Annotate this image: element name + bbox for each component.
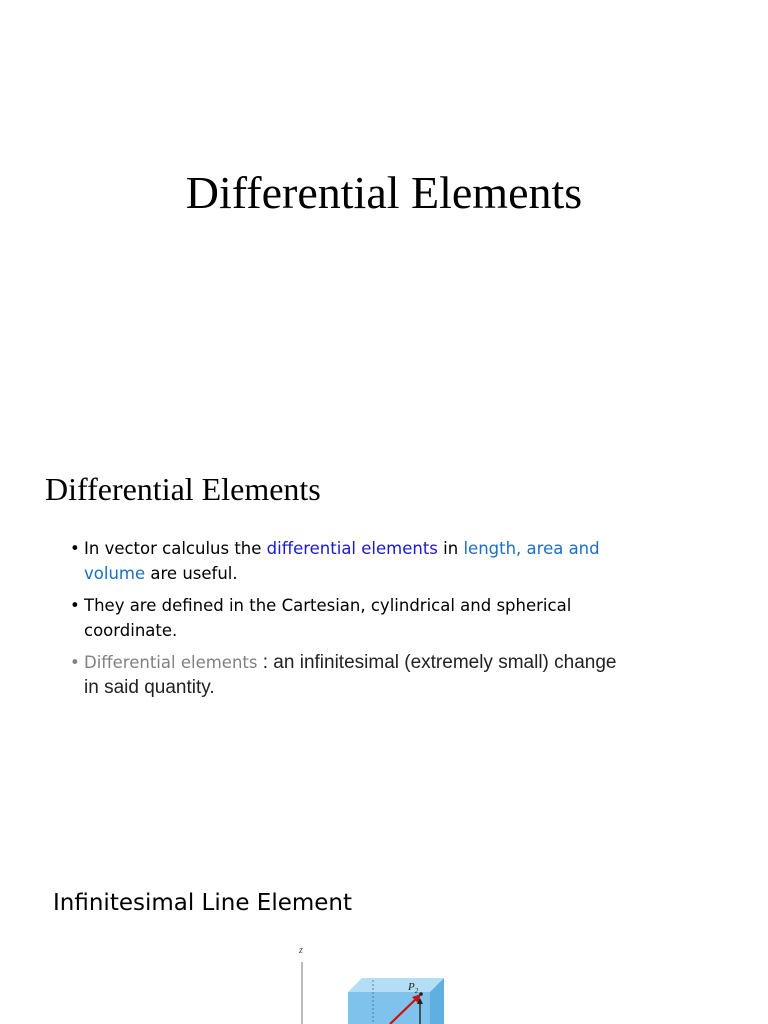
highlight-text: length, area and volume xyxy=(84,539,600,583)
slide-title: Differential Elements xyxy=(185,167,583,218)
bullet-glyph: • xyxy=(70,596,80,615)
bullet-item-3 xyxy=(70,650,630,700)
line-element-slide xyxy=(0,850,768,1024)
slide-heading: Differential Elements xyxy=(45,471,321,507)
highlight-text: differential elements xyxy=(266,539,438,558)
bullet-item-1 xyxy=(70,536,630,586)
bullet-list xyxy=(70,536,630,707)
line-element-figure xyxy=(280,940,480,1024)
title-slide xyxy=(0,0,768,430)
bullet-text: are useful. xyxy=(145,564,238,583)
term-text: Differential elements xyxy=(84,653,258,672)
bullet-text: In vector calculus the xyxy=(84,539,267,558)
point-label-letter: P xyxy=(408,981,415,993)
bullet-text: in xyxy=(437,539,464,558)
definition-text: : an infinitesimal (extremely small) change in said quantity. xyxy=(84,652,617,698)
point-label-subscript: 2 xyxy=(414,987,419,995)
bullet-glyph: • xyxy=(70,539,80,558)
bullet-text: They are defined in the Cartesian, cylindrical and spherical coordinate. xyxy=(84,596,572,640)
slide-heading: Infinitesimal Line Element xyxy=(53,890,353,916)
bullet-item-2 xyxy=(70,593,630,643)
bullet-glyph: • xyxy=(70,653,80,672)
z-axis-label: z xyxy=(299,945,303,956)
box-top-face xyxy=(348,978,444,992)
content-slide xyxy=(0,430,768,850)
point-marker xyxy=(419,992,423,996)
